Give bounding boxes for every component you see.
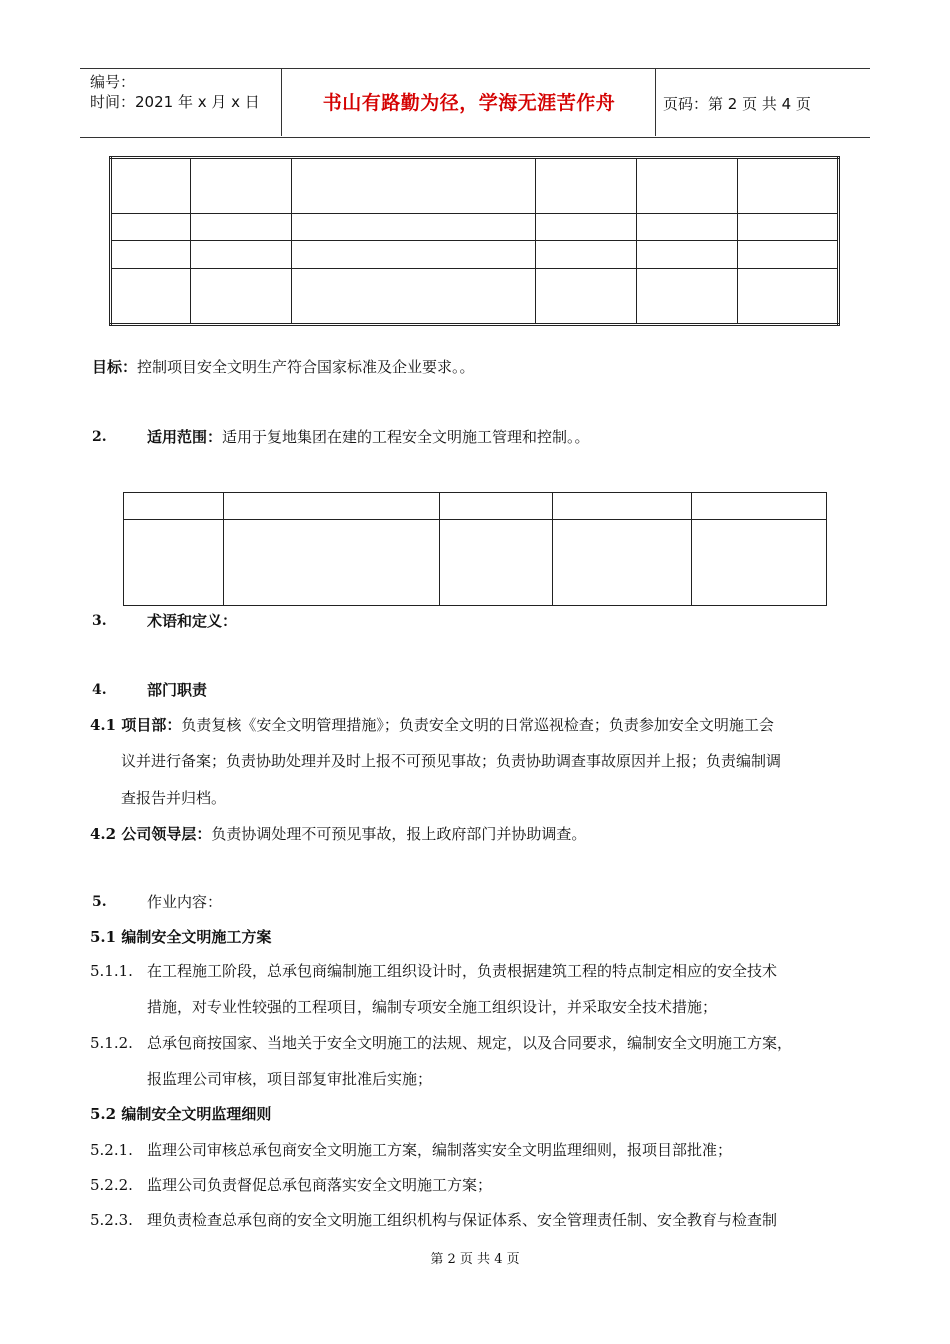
section-4-2-line	[90, 824, 586, 844]
section-2-number: 2.	[92, 429, 107, 445]
item-5-2-1-number: 5.2.1.	[90, 1141, 133, 1159]
item-5-2-3-line1: 理负责检查总承包商的安全文明施工组织机构与保证体系、安全管理责任制、安全教育与检查制	[147, 1211, 778, 1229]
header-divider	[281, 68, 282, 136]
goal-label: 目标：	[92, 358, 138, 376]
goal-line	[92, 357, 475, 377]
section-4-2-label: 4.2 公司领导层：	[90, 825, 212, 843]
table-row	[111, 241, 839, 269]
item-5-1-1-line2: 措施，对专业性较强的工程项目，编制专项安全施工组织设计，并采取安全技术措施；	[147, 998, 718, 1016]
section-5-1-heading: 5.1 编制安全文明施工方案	[90, 928, 272, 946]
section-2-label: 适用范围：	[147, 428, 223, 446]
section-2-text: 适用于复地集团在建的工程安全文明施工管理和控制。。	[222, 428, 590, 446]
header-number: 编号：	[90, 73, 136, 91]
item-5-2-1-line1: 监理公司审核总承包商安全文明施工方案，编制落实安全文明监理细则，报项目部批准；	[147, 1141, 733, 1159]
section-5-number: 5.	[92, 894, 107, 910]
table-row	[124, 493, 827, 520]
section-4-label: 部门职责	[147, 681, 208, 699]
item-5-1-2-line1: 总承包商按国家、当地关于安全文明施工的法规、规定，以及合同要求，编制安全文明施工方案，	[147, 1034, 793, 1052]
table-row	[111, 269, 839, 325]
item-5-1-1-line1: 在工程施工阶段，总承包商编制施工组织设计时，负责根据建筑工程的特点制定相应的安全技术	[147, 962, 778, 980]
blank-table-top	[109, 156, 840, 326]
section-3-label: 术语和定义：	[147, 612, 238, 630]
section-4-1-text: 负责复核《安全文明管理措施》；负责安全文明的日常巡视检查；负责参加安全文明施工会	[181, 716, 774, 734]
page-footer: 第 2 页 共 4 页	[430, 1252, 520, 1267]
goal-text: 控制项目安全文明生产符合国家标准及企业要求。。	[137, 358, 475, 376]
table-row	[111, 158, 839, 214]
header-time: 时间：2021 年 x 月 x 日	[90, 93, 260, 111]
section-4-1-line1	[90, 715, 774, 735]
item-5-1-2-line2: 报监理公司审核，项目部复审批准后实施；	[147, 1070, 433, 1088]
item-5-1-1-number: 5.1.1.	[90, 962, 133, 980]
item-5-2-2-number: 5.2.2.	[90, 1176, 133, 1194]
item-5-1-2-number: 5.1.2.	[90, 1034, 133, 1052]
header-meta	[90, 72, 260, 112]
section-4-1-line2: 议并进行备案；负责协助处理并及时上报不可预见事故；负责协助调查事故原因并上报；负责编制调	[121, 752, 782, 770]
section-3-number: 3.	[92, 613, 107, 629]
item-5-2-3-number: 5.2.3.	[90, 1211, 133, 1229]
table-row	[111, 213, 839, 241]
header-page-info: 页码：第 2 页 共 4 页	[663, 95, 811, 113]
section-4-1-label: 4.1 项目部：	[90, 716, 182, 734]
section-5-2-heading: 5.2 编制安全文明监理细则	[90, 1105, 272, 1123]
section-4-2-text: 负责协调处理不可预见事故，报上政府部门并协助调查。	[211, 825, 587, 843]
header-motto: 书山有路勤为径，学海无涯苦作舟	[322, 92, 616, 114]
section-4-1-line3: 查报告并归档。	[121, 789, 227, 807]
section-4-number: 4.	[92, 682, 107, 698]
section-5-label: 作业内容：	[147, 893, 223, 911]
blank-table-scope	[123, 492, 827, 606]
table-row	[124, 520, 827, 606]
item-5-2-2-line1: 监理公司负责督促总承包商落实安全文明施工方案；	[147, 1176, 493, 1194]
header-divider	[655, 68, 656, 136]
section-2-line	[147, 427, 590, 447]
